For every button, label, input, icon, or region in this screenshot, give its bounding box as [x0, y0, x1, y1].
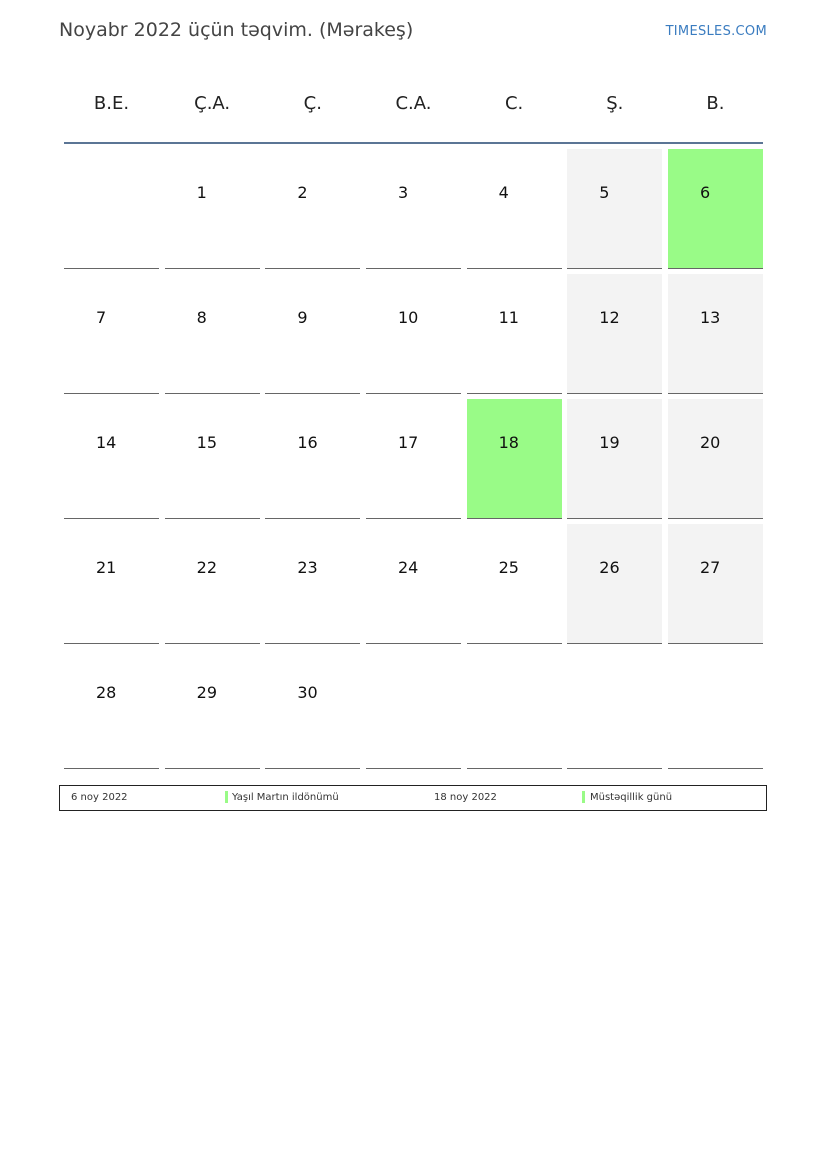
day-cell[interactable] [165, 274, 260, 394]
calendar-week-row [64, 274, 763, 399]
day-cell[interactable] [366, 274, 461, 394]
holiday-legend [59, 785, 767, 811]
day-cell[interactable] [366, 399, 461, 519]
day-cell[interactable] [265, 274, 360, 394]
day-number: 16 [297, 433, 318, 452]
weekday-sunday: B. [706, 93, 725, 114]
day-number: 20 [699, 433, 721, 452]
day-cell[interactable] [467, 149, 562, 269]
weekday-monday: B.E. [93, 93, 130, 114]
day-number: 29 [196, 683, 218, 702]
weekday-tuesday: Ç.A. [194, 93, 231, 114]
legend-holiday-name: Müstəqillik günü [590, 792, 673, 803]
day-number: 22 [196, 558, 218, 577]
day-cell[interactable] [668, 524, 763, 644]
day-number: 5 [599, 183, 610, 202]
day-cell[interactable] [467, 524, 562, 644]
calendar-week-row [64, 649, 763, 774]
day-cell[interactable] [265, 149, 360, 269]
day-number: 3 [397, 183, 409, 202]
day-cell[interactable] [668, 149, 763, 269]
day-number: 21 [96, 558, 117, 577]
day-cell[interactable] [265, 399, 360, 519]
day-number: 26 [599, 558, 620, 577]
day-number: 13 [699, 308, 721, 327]
calendar-week-row [64, 524, 763, 649]
day-number: 17 [397, 433, 419, 452]
weekday-wednesday: Ç. [303, 93, 322, 114]
day-cell[interactable] [567, 399, 662, 519]
day-cell[interactable] [668, 399, 763, 519]
empty-day-cell [366, 649, 461, 769]
legend-holiday-name: Yaşıl Martın ildönümü [232, 792, 339, 803]
day-number: 1 [196, 183, 207, 202]
weekday-header [64, 84, 763, 124]
day-cell[interactable] [668, 274, 763, 394]
weekday-friday: C. [504, 93, 524, 114]
holiday-color-marker [225, 791, 228, 803]
day-cell[interactable] [64, 524, 159, 644]
page-title: Noyabr 2022 üçün təqvim. (Mərakeş) [59, 19, 414, 41]
day-cell[interactable] [366, 149, 461, 269]
day-cell[interactable] [265, 524, 360, 644]
day-cell[interactable] [467, 399, 562, 519]
day-cell[interactable] [165, 524, 260, 644]
day-number: 28 [96, 683, 117, 702]
day-number: 18 [498, 433, 519, 452]
day-cell[interactable] [165, 399, 260, 519]
day-number: 11 [498, 308, 519, 327]
day-cell[interactable] [64, 649, 159, 769]
day-number: 24 [397, 558, 419, 577]
calendar-week-row [64, 399, 763, 524]
weekday-saturday: Ş. [606, 93, 624, 114]
calendar-week-row [64, 149, 763, 274]
empty-day-cell [668, 649, 763, 769]
day-number: 12 [599, 308, 620, 327]
day-number: 23 [297, 558, 318, 577]
day-cell[interactable] [64, 274, 159, 394]
day-cell[interactable] [265, 649, 360, 769]
day-number: 19 [599, 433, 620, 452]
legend-date: 18 noy 2022 [434, 792, 497, 803]
empty-day-cell [567, 649, 662, 769]
day-number: 4 [498, 183, 509, 202]
day-cell[interactable] [64, 399, 159, 519]
day-cell[interactable] [567, 524, 662, 644]
day-number: 8 [196, 308, 207, 327]
legend-date: 6 noy 2022 [71, 792, 128, 803]
day-cell[interactable] [567, 274, 662, 394]
weekday-thursday: C.A. [395, 93, 432, 114]
holiday-color-marker [582, 791, 585, 803]
day-cell[interactable] [467, 274, 562, 394]
day-number: 27 [699, 558, 721, 577]
day-number: 10 [397, 308, 419, 327]
day-number: 2 [297, 183, 308, 202]
day-number: 6 [699, 183, 711, 202]
day-cell[interactable] [165, 649, 260, 769]
header-divider [64, 142, 763, 144]
day-cell[interactable] [567, 149, 662, 269]
day-cell[interactable] [366, 524, 461, 644]
day-number: 25 [498, 558, 519, 577]
empty-day-cell [64, 149, 159, 269]
brand-link[interactable]: TIMESLES.COM [665, 24, 767, 39]
day-number: 30 [297, 683, 318, 702]
empty-day-cell [467, 649, 562, 769]
day-cell[interactable] [165, 149, 260, 269]
day-number: 9 [297, 308, 308, 327]
day-number: 7 [96, 308, 107, 327]
calendar-grid [64, 149, 763, 774]
day-number: 14 [96, 433, 117, 452]
day-number: 15 [196, 433, 218, 452]
